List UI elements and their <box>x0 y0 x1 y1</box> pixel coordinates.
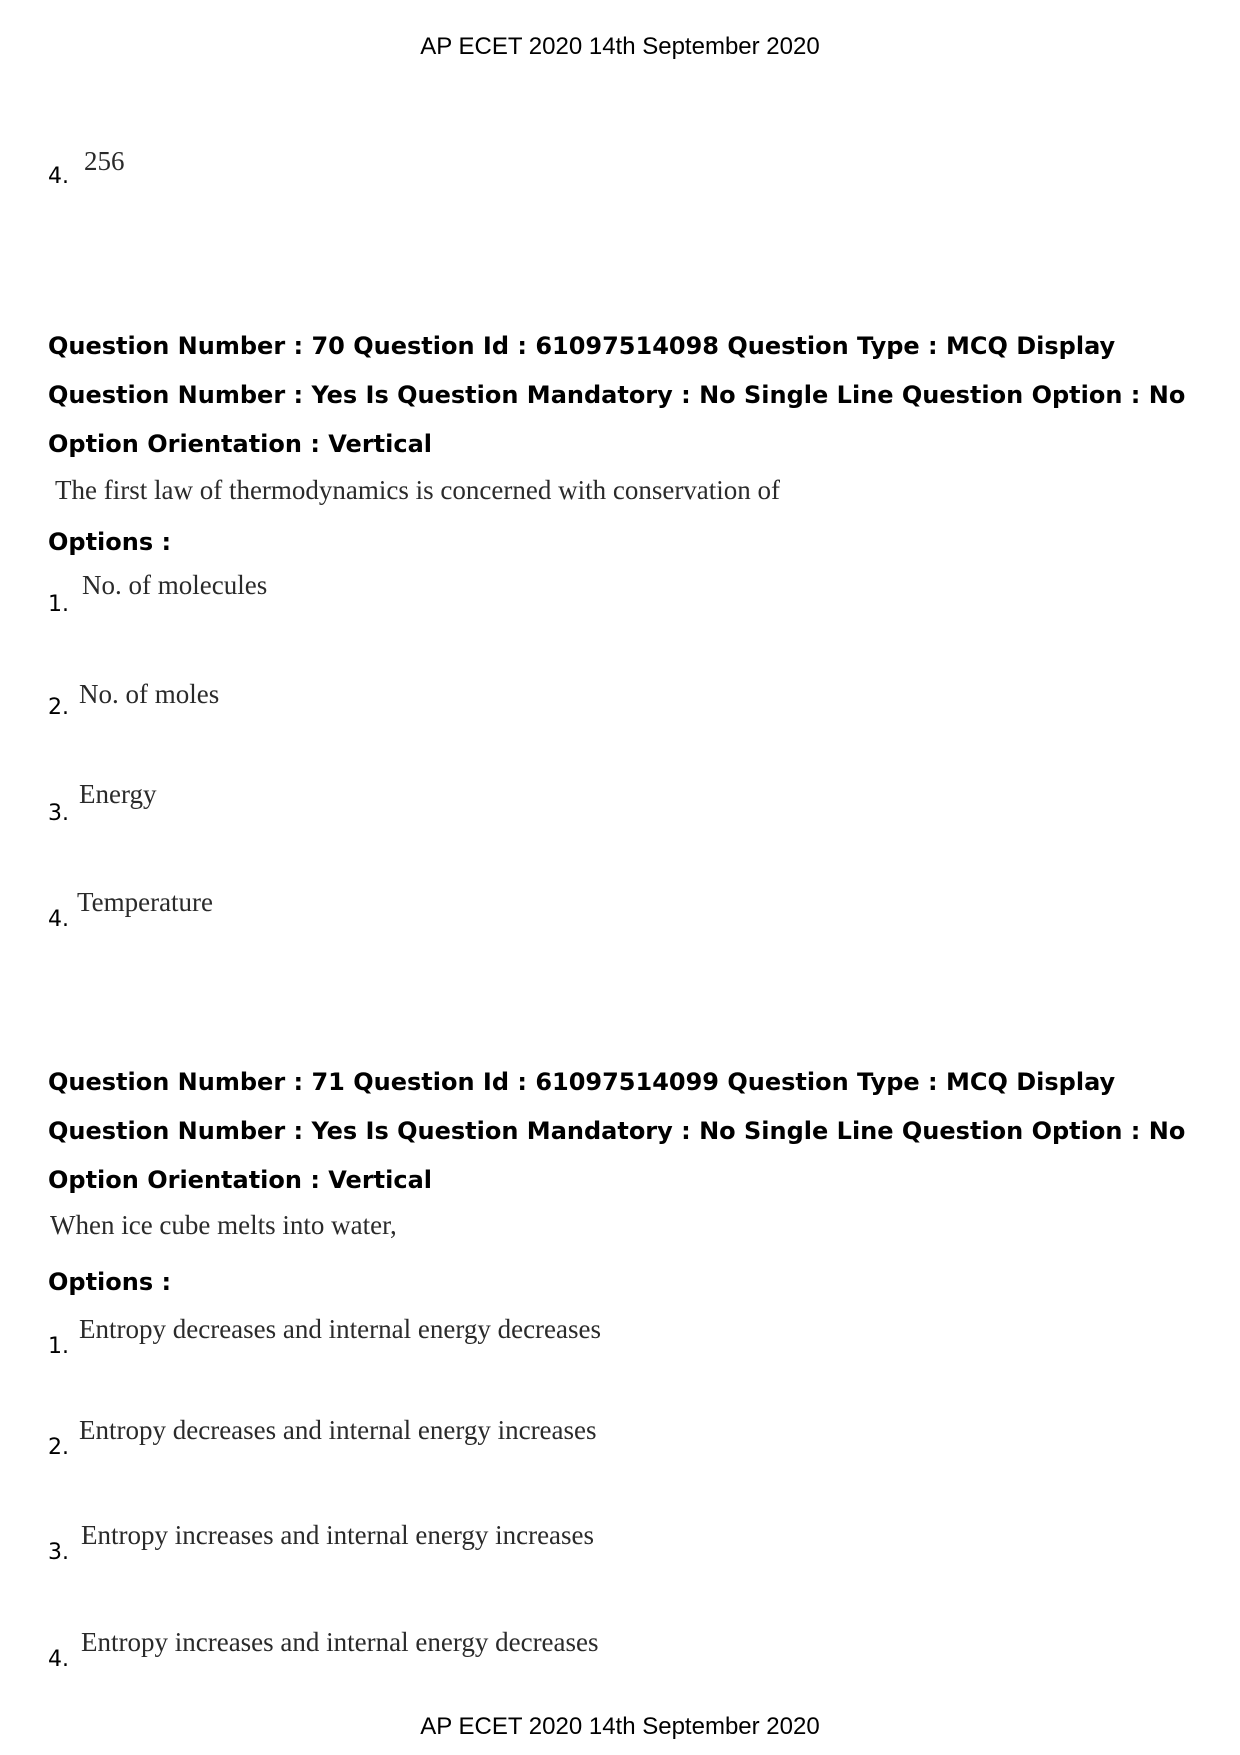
option-number: 1. <box>48 1334 69 1359</box>
option-text: No. of molecules <box>82 570 268 600</box>
option-number: 4. <box>48 907 69 932</box>
option-number: 1. <box>48 592 69 617</box>
option-text: No. of moles <box>79 679 220 709</box>
option-text: Entropy increases and internal energy decreases <box>81 1627 599 1657</box>
option-number: 2. <box>48 695 69 720</box>
option-text: 256 <box>84 146 125 176</box>
question-71-text: When ice cube melts into water, <box>50 1210 397 1240</box>
option-text: Entropy decreases and internal energy decreases <box>79 1314 602 1344</box>
question-70-text: The first law of thermodynamics is concerned with conservation of <box>55 475 781 505</box>
option-number: 2. <box>48 1435 69 1460</box>
question-71-options-label: Options : <box>48 1268 172 1296</box>
option-text: Entropy decreases and internal energy increases <box>79 1415 597 1445</box>
option-number: 4. <box>48 1647 69 1672</box>
question-70-meta: Question Number : 70 Question Id : 61097514098 Question Type : MCQ Display Question Number : Yes Is Question Mandatory : No Single Line Question Option : No Option Orientation : Vertical <box>48 332 1186 458</box>
option-number: 4. <box>48 164 69 189</box>
option-text: Temperature <box>77 887 214 917</box>
page-header: AP ECET 2020 14th September 2020 <box>420 33 820 60</box>
option-text: Entropy increases and internal energy increases <box>81 1520 595 1550</box>
option-number: 3. <box>48 801 69 826</box>
page-footer: AP ECET 2020 14th September 2020 <box>420 1713 820 1740</box>
question-71-meta: Question Number : 71 Question Id : 61097514099 Question Type : MCQ Display Question Number : Yes Is Question Mandatory : No Single Line Question Option : No Option Orientation : Vertical <box>48 1068 1186 1194</box>
option-text: Energy <box>79 779 157 809</box>
option-number: 3. <box>48 1540 69 1565</box>
question-70-options-label: Options : <box>48 528 172 556</box>
